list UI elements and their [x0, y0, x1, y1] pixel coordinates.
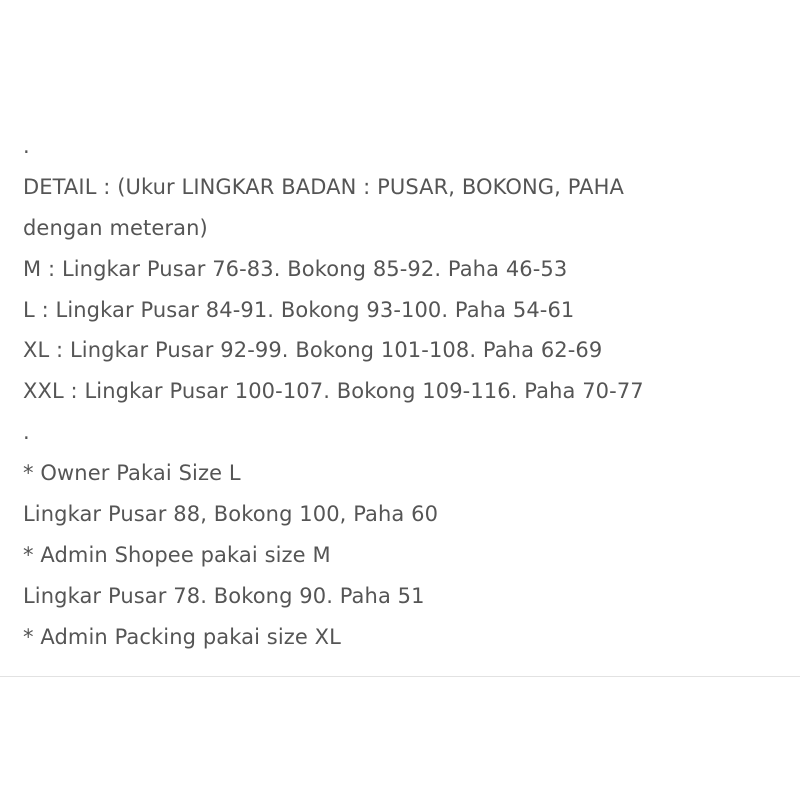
owner-size-note: * Owner Pakai Size L	[23, 461, 241, 486]
separator-dot: .	[23, 134, 30, 158]
detail-heading-continued: dengan meteran)	[23, 215, 208, 240]
separator-dot: .	[23, 420, 30, 445]
owner-measurements: Lingkar Pusar 88, Bokong 100, Paha 60	[23, 502, 439, 527]
size-description-text	[23, 126, 783, 658]
admin-shopee-measurements: Lingkar Pusar 78. Bokong 90. Paha 51	[23, 583, 425, 608]
size-m-row: M : Lingkar Pusar 76-83. Bokong 85-92. Paha 46-53	[23, 256, 568, 281]
admin-shopee-size-note: * Admin Shopee pakai size M	[23, 542, 331, 567]
admin-packing-size-note: * Admin Packing pakai size XL	[23, 624, 341, 649]
size-xl-row: XL : Lingkar Pusar 92-99. Bokong 101-108. Paha 62-69	[23, 338, 603, 363]
bottom-divider	[0, 676, 800, 677]
detail-heading: DETAIL : (Ukur LINGKAR BADAN : PUSAR, BOKONG, PAHA	[23, 174, 624, 199]
size-l-row: L : Lingkar Pusar 84-91. Bokong 93-100. Paha 54-61	[23, 297, 575, 322]
size-xxl-row: XXL : Lingkar Pusar 100-107. Bokong 109-116. Paha 70-77	[23, 379, 644, 404]
